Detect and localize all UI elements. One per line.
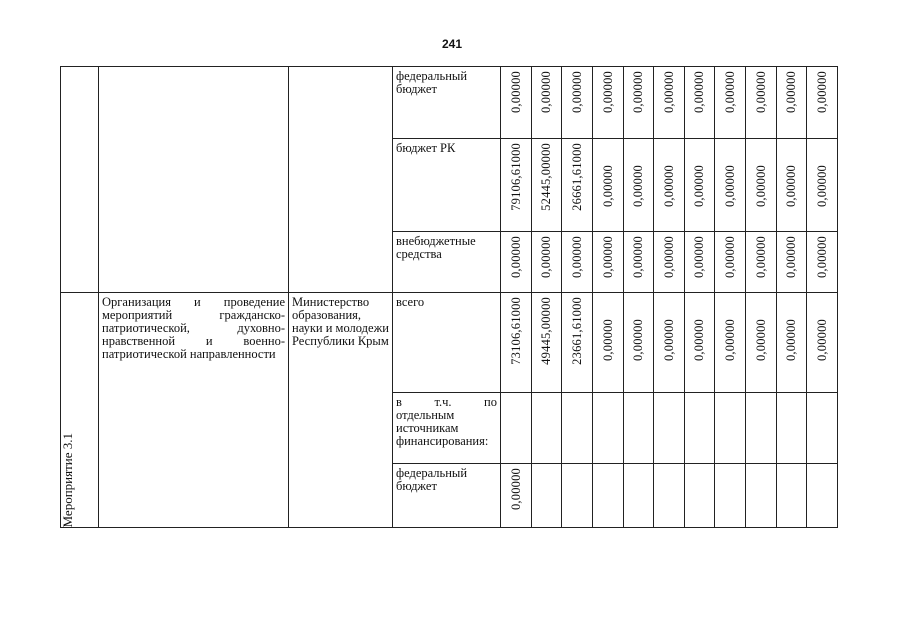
budget-table xyxy=(60,66,838,528)
value-cell xyxy=(715,393,746,464)
responsible-cell: Министерство образования, науки и молодежи Республики Крым xyxy=(289,293,393,528)
value-cell: 0,00000 xyxy=(746,67,777,139)
value-cell: 0,00000 xyxy=(715,67,746,139)
value-cell: 0,00000 xyxy=(807,293,838,393)
value-cell: 0,00000 xyxy=(715,232,746,293)
value-cell: 0,00000 xyxy=(777,293,807,393)
value-cell: 79106,61000 xyxy=(501,139,532,232)
value-cell xyxy=(685,464,715,528)
cell-empty xyxy=(99,67,289,293)
measure-description-cell: Организация и проведение мероприятий гражданско-патриотической, духовно-нравственной и военно-патриотической направленности xyxy=(99,293,289,528)
value-cell: 0,00000 xyxy=(624,232,654,293)
value-cell: 0,00000 xyxy=(746,293,777,393)
value-cell: 0,00000 xyxy=(654,293,685,393)
value-cell xyxy=(654,393,685,464)
source-label: внебюджетные средства xyxy=(393,232,501,293)
value-cell xyxy=(532,464,562,528)
value-cell xyxy=(807,464,838,528)
source-label: бюджет РК xyxy=(393,139,501,232)
source-label: федеральный бюджет xyxy=(393,67,501,139)
value-cell: 49445,00000 xyxy=(532,293,562,393)
value-cell: 0,00000 xyxy=(593,293,624,393)
value-cell: 0,00000 xyxy=(624,139,654,232)
value-cell: 0,00000 xyxy=(746,232,777,293)
value-cell: 0,00000 xyxy=(777,139,807,232)
value-cell xyxy=(807,393,838,464)
value-cell xyxy=(593,393,624,464)
value-cell xyxy=(562,393,593,464)
value-cell: 0,00000 xyxy=(807,232,838,293)
value-cell: 0,00000 xyxy=(715,293,746,393)
value-cell: 73106,61000 xyxy=(501,293,532,393)
value-cell xyxy=(746,464,777,528)
value-cell xyxy=(777,393,807,464)
value-cell: 0,00000 xyxy=(715,139,746,232)
value-cell xyxy=(532,393,562,464)
value-cell: 52445,00000 xyxy=(532,139,562,232)
value-cell: 0,00000 xyxy=(562,232,593,293)
value-cell xyxy=(746,393,777,464)
value-cell xyxy=(654,464,685,528)
value-cell: 0,00000 xyxy=(685,139,715,232)
value-cell: 0,00000 xyxy=(593,232,624,293)
value-cell: 0,00000 xyxy=(501,67,532,139)
cell-empty xyxy=(289,67,393,293)
cell-empty xyxy=(61,67,99,293)
value-cell: 0,00000 xyxy=(501,464,532,528)
value-cell xyxy=(777,464,807,528)
value-cell: 26661,61000 xyxy=(562,139,593,232)
value-cell: 0,00000 xyxy=(654,232,685,293)
value-cell: 0,00000 xyxy=(532,232,562,293)
measure-name-cell: Мероприятие 3.1 xyxy=(61,293,99,528)
value-cell: 0,00000 xyxy=(593,67,624,139)
value-cell xyxy=(562,464,593,528)
value-cell: 0,00000 xyxy=(532,67,562,139)
value-cell: 0,00000 xyxy=(746,139,777,232)
value-cell: 0,00000 xyxy=(777,232,807,293)
table-row xyxy=(61,293,838,393)
value-cell: 23661,61000 xyxy=(562,293,593,393)
value-cell: 0,00000 xyxy=(654,139,685,232)
value-cell xyxy=(685,393,715,464)
value-cell: 0,00000 xyxy=(501,232,532,293)
value-cell: 0,00000 xyxy=(685,293,715,393)
source-label: федеральный бюджет xyxy=(393,464,501,528)
value-cell: 0,00000 xyxy=(624,67,654,139)
value-cell: 0,00000 xyxy=(685,232,715,293)
value-cell xyxy=(593,464,624,528)
value-cell xyxy=(624,393,654,464)
value-cell: 0,00000 xyxy=(624,293,654,393)
value-cell: 0,00000 xyxy=(807,139,838,232)
value-cell: 0,00000 xyxy=(807,67,838,139)
value-cell xyxy=(501,393,532,464)
page-number: 241 xyxy=(441,37,463,51)
value-cell: 0,00000 xyxy=(593,139,624,232)
source-label: всего xyxy=(393,293,501,393)
value-cell xyxy=(624,464,654,528)
value-cell: 0,00000 xyxy=(562,67,593,139)
value-cell: 0,00000 xyxy=(685,67,715,139)
table-row xyxy=(61,67,838,139)
value-cell xyxy=(715,464,746,528)
value-cell: 0,00000 xyxy=(777,67,807,139)
value-cell: 0,00000 xyxy=(654,67,685,139)
source-label: в т.ч. по отдельным источникам финансирования: xyxy=(393,393,501,464)
